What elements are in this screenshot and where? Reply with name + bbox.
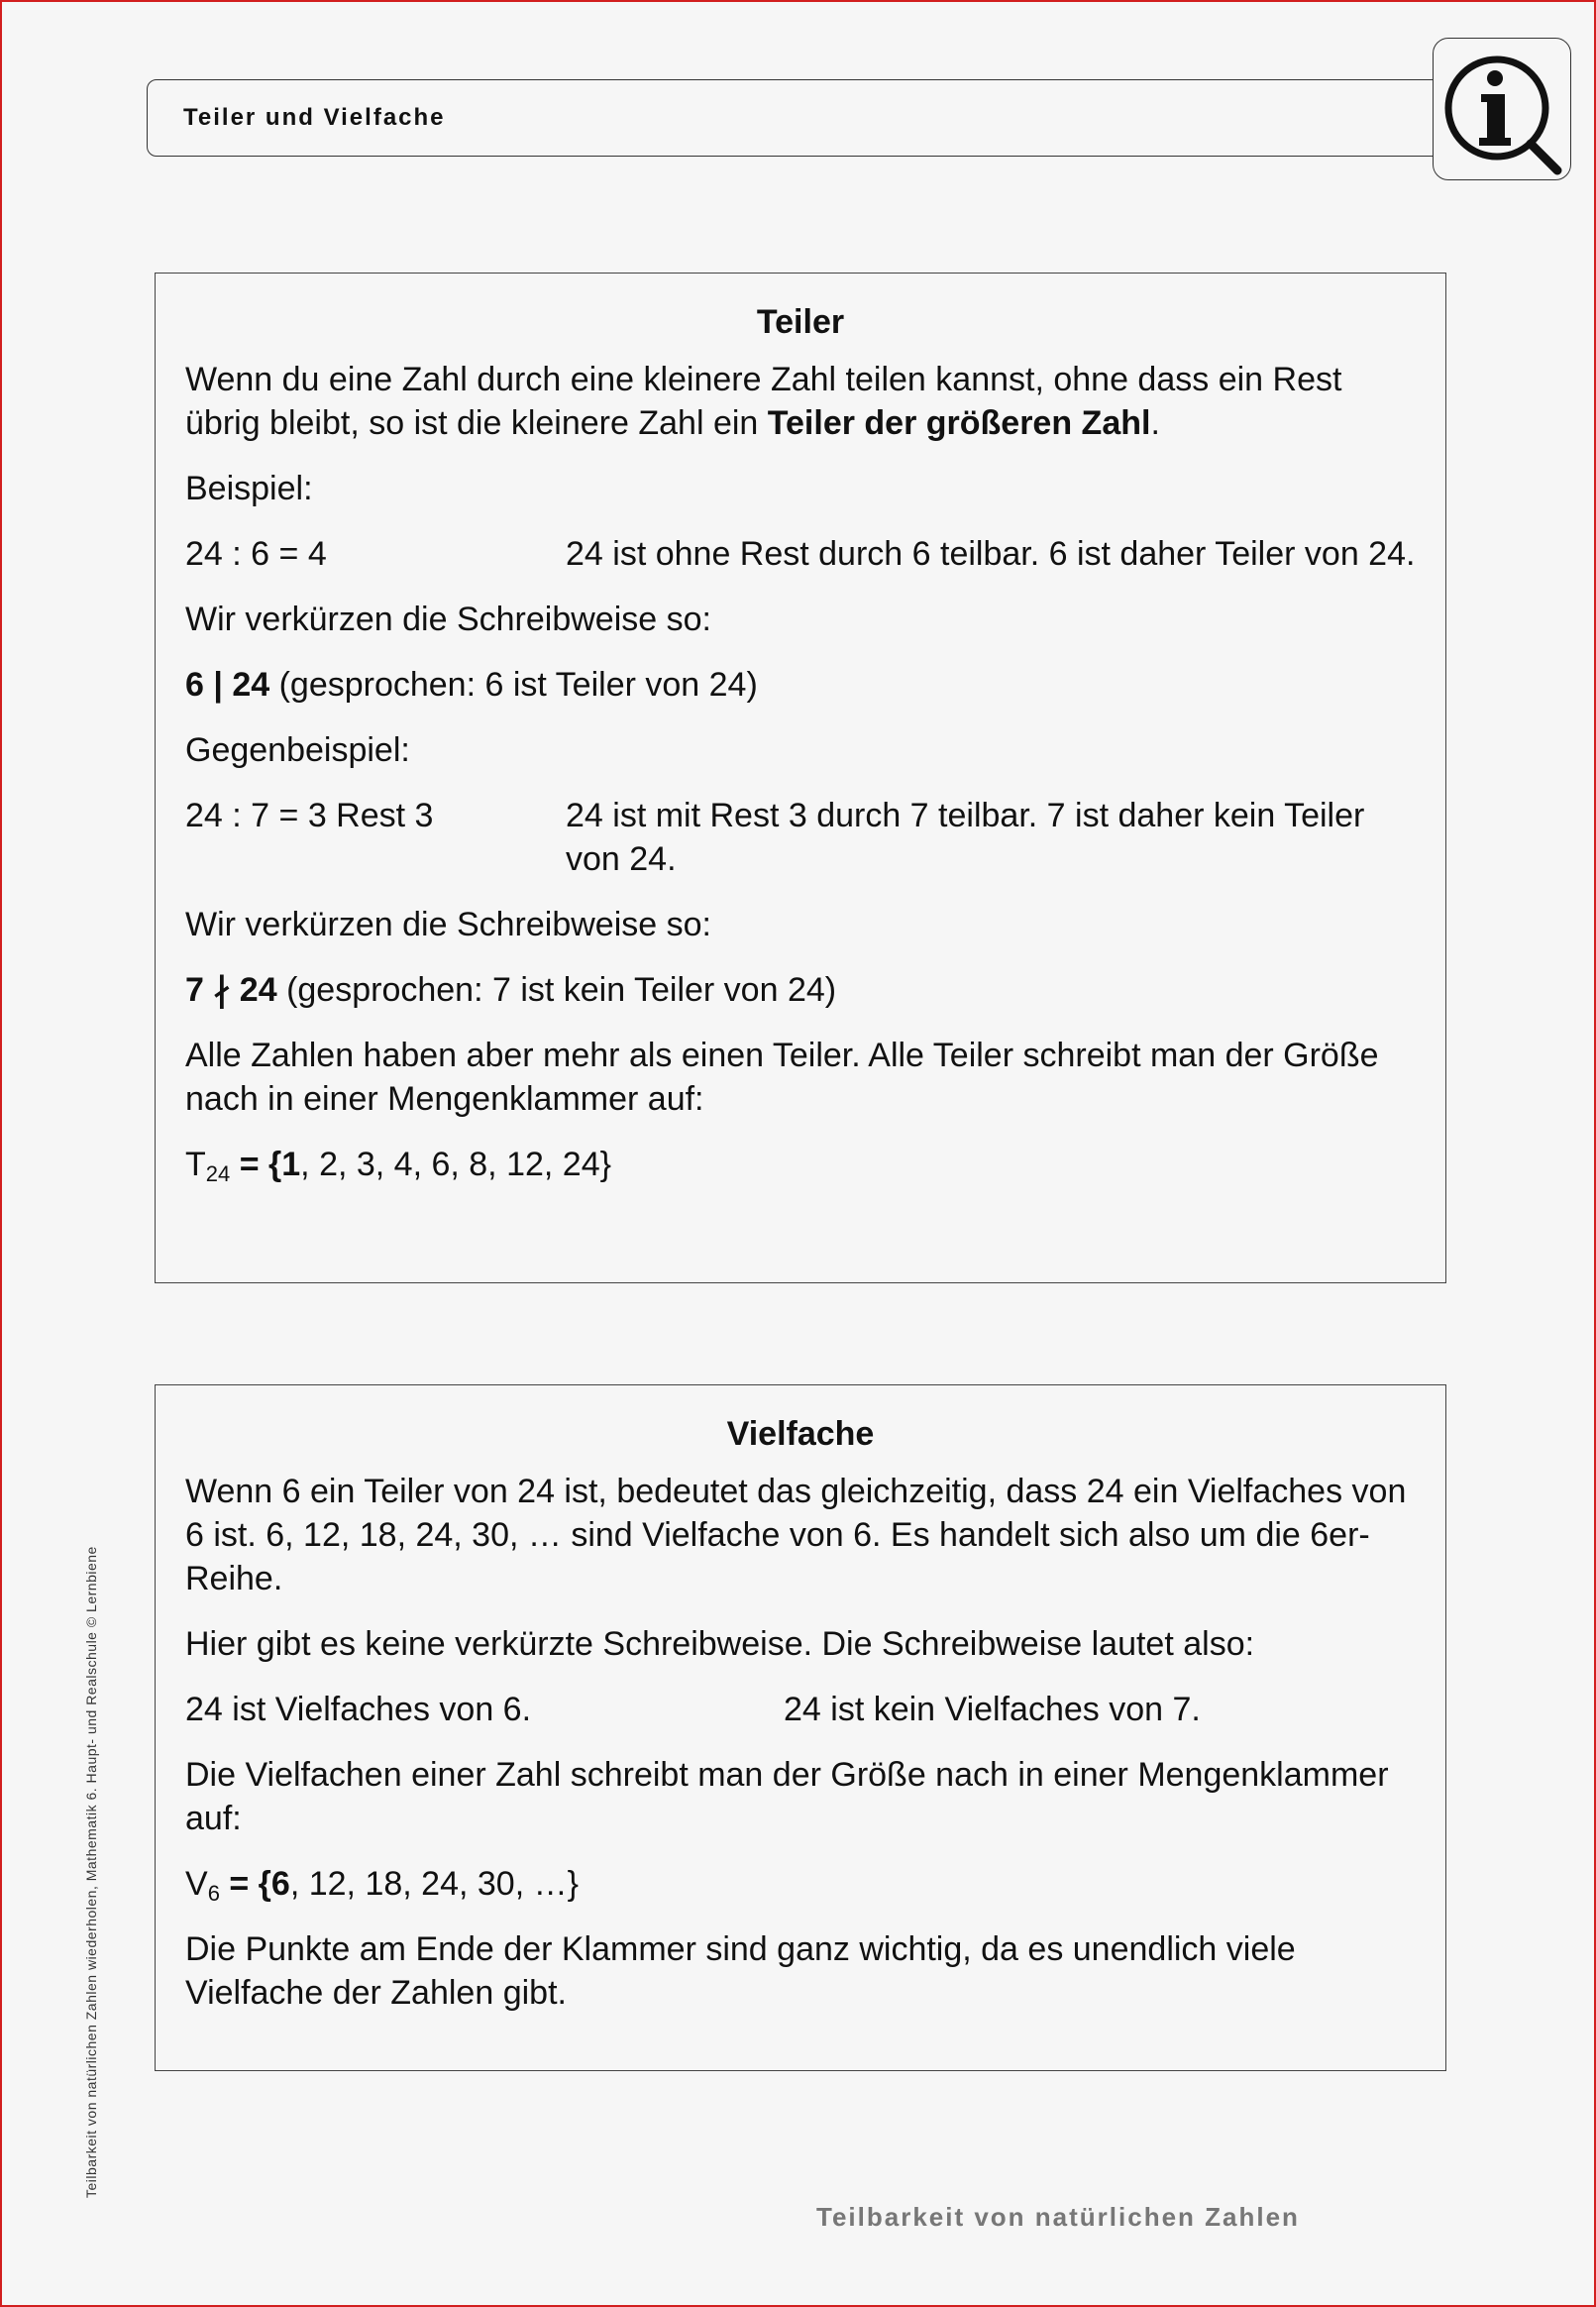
teiler-intro-end: . [1150, 404, 1160, 442]
divisor-set-letter: T [185, 1146, 206, 1183]
teiler-intro [185, 358, 1416, 445]
page-title: Teiler und Vielfache [183, 104, 446, 131]
counter-calc: 24 : 7 = 3 Rest 3 [185, 797, 434, 834]
notation-2-symbol: 7 ∤ 24 [185, 971, 277, 1009]
counter-text: 24 ist mit Rest 3 durch 7 teilbar. 7 ist daher kein Teiler von 24. [566, 797, 1365, 878]
multiple-set-intro: Die Vielfachen einer Zahl schreibt man der Größe nach in einer Mengenklammer auf: [185, 1756, 1389, 1837]
teiler-title: Teiler [756, 303, 845, 341]
info-badge [1433, 38, 1571, 180]
multiple-set-subscript: 6 [207, 1881, 220, 1906]
divisor-set-subscript: 24 [205, 1161, 231, 1186]
teiler-intro-bold: Teiler der größeren Zahl [767, 404, 1151, 442]
multiple-example-yes: 24 ist Vielfaches von 6. [185, 1691, 532, 1728]
example-calc: 24 : 6 = 4 [185, 535, 327, 573]
all-divisors-text: Alle Zahlen haben aber mehr als einen Teiler. Alle Teiler schreibt man der Größe nach in einer Mengenklammer auf: [185, 1037, 1379, 1118]
vielfache-title: Vielfache [726, 1415, 875, 1453]
short-notation-1: Wir verkürzen die Schreibweise so: [185, 601, 711, 638]
vielfache-box [155, 1384, 1446, 2071]
multiple-examples-row [185, 1688, 1416, 1731]
counter-label: Gegenbeispiel: [185, 731, 410, 769]
dots-note: Die Punkte am Ende der Klammer sind ganz wichtig, da es unendlich viele Vielfache der Zahlen gibt. [185, 1930, 1296, 2012]
short-notation-2: Wir verkürzen die Schreibweise so: [185, 906, 711, 943]
multiple-set-first: 6 [270, 1865, 290, 1903]
teiler-intro-text: Wenn du eine Zahl durch eine kleinere Zahl teilen kannst, ohne dass ein Rest übrig bleibt, so ist die kleinere Zahl ein [185, 361, 1342, 442]
multiple-set-eq: = { [219, 1865, 271, 1903]
example-text: 24 ist ohne Rest durch 6 teilbar. 6 ist daher Teiler von 24. [566, 535, 1416, 573]
teiler-box [155, 273, 1446, 1283]
no-short-notation: Hier gibt es keine verkürzte Schreibweise. Die Schreibweise lautet also: [185, 1625, 1255, 1663]
notation-2-text: (gesprochen: 7 ist kein Teiler von 24) [276, 971, 837, 1009]
multiple-example-no: 24 ist kein Vielfaches von 7. [784, 1691, 1201, 1728]
notation-1-symbol: 6 | 24 [185, 666, 270, 704]
header-bar [147, 79, 1446, 157]
divisor-set [185, 1143, 1416, 1186]
divisor-set-first: 1 [281, 1146, 301, 1183]
multiple-set [185, 1862, 1416, 1906]
notation-2 [185, 968, 1416, 1012]
example-label: Beispiel: [185, 470, 313, 507]
footer-title: Teilbarkeit von natürlichen Zahlen [816, 2202, 1300, 2232]
vielfache-intro: Wenn 6 ein Teiler von 24 ist, bedeutet das gleichzeitig, dass 24 ein Vielfaches von 6 ist. 6, 12, 18, 24, 30, … sind Vielfache von 6. Es handelt sich also um die 6er-Reihe. [185, 1473, 1407, 1597]
notation-1 [185, 663, 1416, 707]
multiple-set-rest: , 12, 18, 24, 30, …} [289, 1865, 579, 1903]
info-magnifier-icon [1434, 39, 1570, 179]
counter-row [185, 794, 1416, 881]
side-copyright-note: Teilbarkeit von natürlichen Zahlen wiederholen, Mathematik 6. Haupt- und Realschule © Lernbiene [83, 1546, 99, 2198]
multiple-set-letter: V [185, 1865, 208, 1903]
example-row [185, 532, 1416, 576]
divisor-set-rest: , 2, 3, 4, 6, 8, 12, 24} [300, 1146, 611, 1183]
divisor-set-eq: = { [230, 1146, 282, 1183]
notation-1-text: (gesprochen: 6 ist Teiler von 24) [269, 666, 758, 704]
